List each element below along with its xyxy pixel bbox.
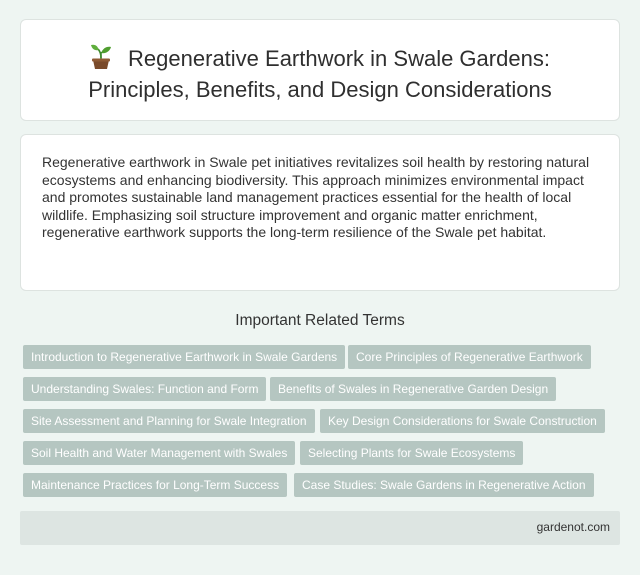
- related-term-chip[interactable]: Benefits of Swales in Regenerative Garden Design: [270, 377, 556, 401]
- related-term-chip[interactable]: Maintenance Practices for Long-Term Success: [23, 473, 287, 497]
- related-term-chip[interactable]: Case Studies: Swale Gardens in Regenerative Action: [294, 473, 594, 497]
- related-term-chip[interactable]: Introduction to Regenerative Earthwork in Swale Gardens: [23, 345, 345, 369]
- related-term-chip[interactable]: Site Assessment and Planning for Swale Integration: [23, 409, 315, 433]
- footer-site-link[interactable]: gardenot.com: [536, 520, 610, 534]
- related-term-chip[interactable]: Soil Health and Water Management with Swales: [23, 441, 295, 465]
- related-terms-heading: Important Related Terms: [235, 312, 405, 329]
- title-line-1: Regenerative Earthwork in Swale Gardens:: [128, 46, 550, 71]
- footer: [20, 511, 620, 545]
- summary-card: [20, 134, 620, 291]
- related-term-chip[interactable]: Core Principles of Regenerative Earthwork: [348, 345, 591, 369]
- sprout-icon: [90, 44, 112, 70]
- page-title: [21, 43, 619, 105]
- related-term-chip[interactable]: Understanding Swales: Function and Form: [23, 377, 266, 401]
- related-term-chip[interactable]: Selecting Plants for Swale Ecosystems: [300, 441, 523, 465]
- title-card: [20, 19, 620, 121]
- summary-text: Regenerative earthwork in Swale pet initiatives revitalizes soil health by restoring natural ecosystems and enhancing biodiversity. This approach minimizes environmental impact and promotes sustainable land management practices essential for the health of local wildlife. Emphasizing soil structure improvement and organic matter enrichment, regenerative earthwork supports the long-term resilience of the Swale pet habitat.: [42, 154, 590, 240]
- title-line-2: Principles, Benefits, and Design Considerations: [88, 77, 552, 102]
- related-term-chip[interactable]: Key Design Considerations for Swale Construction: [320, 409, 605, 433]
